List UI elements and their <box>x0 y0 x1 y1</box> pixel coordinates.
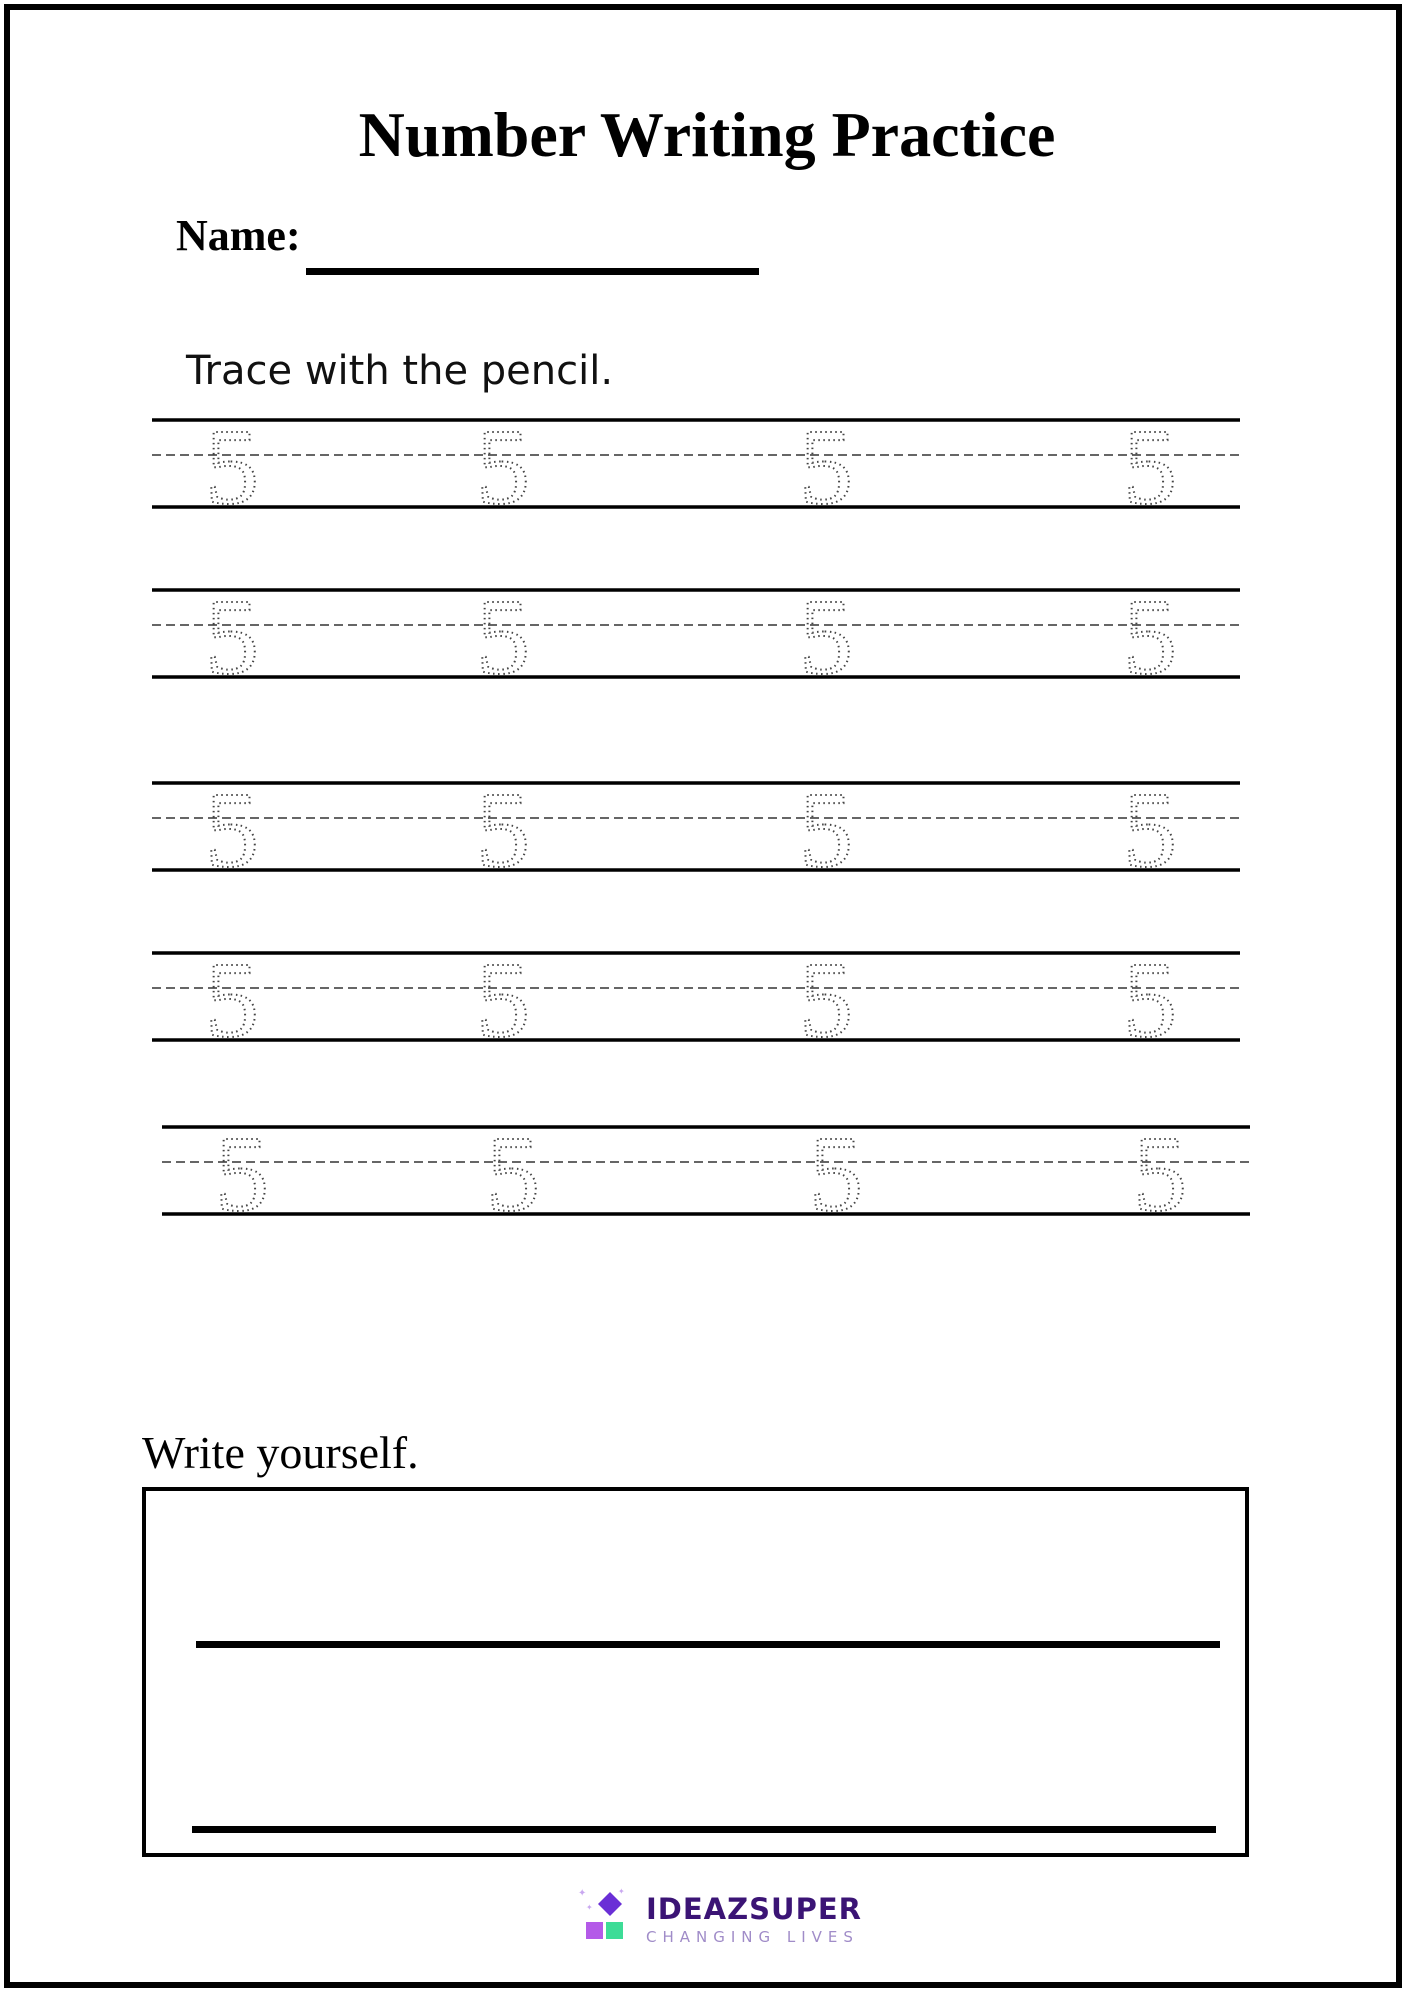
write-line-1[interactable] <box>196 1641 1220 1648</box>
trace-digit: 5 <box>1123 771 1177 890</box>
trace-digit: 5 <box>205 771 259 890</box>
trace-digit: 5 <box>215 1115 269 1234</box>
square-left-icon <box>586 1922 603 1939</box>
write-line-2[interactable] <box>192 1826 1216 1833</box>
trace-digit: 5 <box>205 578 259 697</box>
square-right-icon <box>606 1922 623 1939</box>
trace-digit: 5 <box>799 771 853 890</box>
trace-digit: 5 <box>476 771 530 890</box>
trace-row[interactable] <box>152 941 1240 1060</box>
svg-text:✦: ✦ <box>618 1887 625 1896</box>
trace-digit: 5 <box>799 941 853 1060</box>
trace-digit: 5 <box>205 408 259 527</box>
write-instruction: Write yourself. <box>142 1427 419 1478</box>
trace-digit: 5 <box>476 941 530 1060</box>
brand-tagline: CHANGING LIVES <box>646 1928 859 1946</box>
trace-digit: 5 <box>1133 1115 1187 1234</box>
trace-digit: 5 <box>476 408 530 527</box>
svg-text:✦: ✦ <box>578 1888 587 1899</box>
trace-digit: 5 <box>809 1115 863 1234</box>
write-box[interactable] <box>142 1487 1249 1857</box>
brand-name: IDEAZSUPER <box>646 1892 862 1926</box>
name-label: Name: <box>176 211 301 260</box>
trace-digit: 5 <box>799 408 853 527</box>
trace-row[interactable] <box>152 408 1240 527</box>
trace-row[interactable] <box>152 578 1240 697</box>
trace-digit: 5 <box>476 578 530 697</box>
trace-digit: 5 <box>486 1115 540 1234</box>
trace-row[interactable] <box>152 771 1240 890</box>
trace-digit: 5 <box>1123 578 1177 697</box>
trace-digit: 5 <box>205 941 259 1060</box>
trace-digit: 5 <box>1123 941 1177 1060</box>
trace-digit: 5 <box>799 578 853 697</box>
svg-text:✦: ✦ <box>586 1903 593 1912</box>
trace-instruction: Trace with the pencil. <box>186 348 614 394</box>
page-title: Number Writing Practice <box>358 99 1056 170</box>
sparkle-icon <box>578 1887 625 1912</box>
trace-digit: 5 <box>1123 408 1177 527</box>
trace-row[interactable] <box>162 1115 1250 1234</box>
